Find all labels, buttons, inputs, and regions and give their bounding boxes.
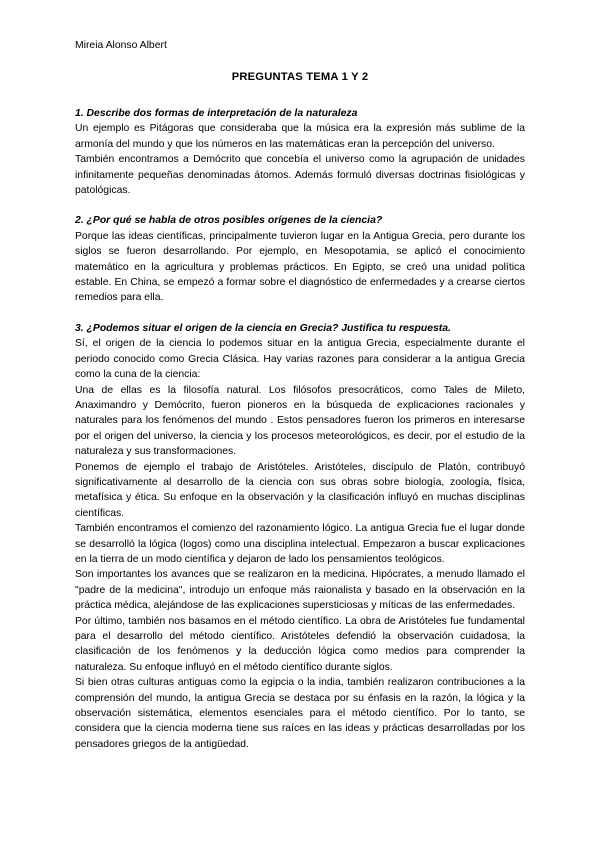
section-spacer [75, 306, 525, 321]
question-3-paragraph-4: También encontramos el comienzo del razonamiento lógico. La antigua Grecia fue el lugar donde se desarrolló la lógica (logos) como una disciplina intelectual. Empezaron a buscar explicaciones en la tierra de un modo científica y dejaron de lado los pensamientos teológicos. [75, 523, 525, 565]
question-3-paragraph-3: Ponemos de ejemplo el trabajo de Aristóteles. Aristóteles, discípulo de Platón, contribuyó significativamente al desarrollo de la ciencia con sus obras sobre biología, zoología, física, metafísica y ética. Su enfoque en la observación y la clasificación influyó en muchas disciplinas científicas. [75, 461, 525, 519]
question-3-paragraph-1: Sí, el origen de la ciencia lo podemos situar en la antigua Grecia, especialmente durante el periodo conocido como Grecia Clásica. Hay varias razones para considerar a la antigua Grecia como la cuna de la ciencia: [75, 338, 525, 381]
question-2-heading: 2. ¿Por qué se habla de otros posibles orígenes de la ciencia? [75, 215, 383, 227]
question-3-heading: 3. ¿Podemos situar el origen de la ciencia en Grecia? Justifica tu respuesta. [75, 322, 451, 334]
document-body [75, 106, 525, 752]
author-name: Mireia Alonso Albert [75, 40, 167, 51]
question-3-paragraph-6: Por último, también nos basamos en el método científico. La obra de Aristóteles fue fundamental para el desarrollo del método científico. Aristóteles defendió la observación cuidadosa, la clasificación de los fenómenos y la deducción lógica como medios para comprender la naturaleza. Su enfoque influyó en el método científico durante siglos. [75, 615, 525, 673]
question-1-paragraph-2: También encontramos a Demócrito que concebía el universo como la agrupación de unidades infinitamente pequeñas denominadas átomos. Además formuló diversas doctrinas fisiológicas y patológicas. [75, 154, 525, 197]
section-spacer [75, 198, 525, 213]
question-3-paragraph-2: Una de ellas es la filosofía natural. Los filósofos presocráticos, como Tales de Mileto, Anaximandro y Demócrito, fueron pioneros en la búsqueda de explicaciones racionales y naturales para los fenómenos del mundo . Estos pensadores fueron los primeros en interesarse por el origen del universo, la ciencia y los procesos meteorológicos, es decir, por el estudio de la naturaleza y sus transformaciones. [75, 384, 525, 458]
question-2-paragraph-1: Porque las ideas científicas, principalmente tuvieron lugar en la Antigua Grecia, pero durante los siglos se fueron desarrollando. Por ejemplo, en Mesopotamia, se aplicó el conocimiento matemático en la agricultura y problemas prácticos. En Egipto, se creó una unidad política estable. En China, se empezó a formar sobre el diagnóstico de enfermedades y a crearse ciertos remedios para ella. [75, 230, 525, 304]
question-3-paragraph-5: Son importantes los avances que se realizaron en la medicina. Hipócrates, a menudo llamado el "padre de la medicina", introdujo un enfoque más raionalista y basado en la observación en la práctica médica, alejándose de las explicaciones supersticiosas y míticas de las enfermedades. [75, 569, 525, 612]
question-3-paragraph-7: Si bien otras culturas antiguas como la egipcia o la india, también realizaron contribuciones a la comprensión del mundo, la antigua Grecia se destaca por su énfasis en la razón, la lógica y la observación sistemática, elementos esenciales para el método científico. Por lo tanto, se considera que la ciencia moderna tiene sus raíces en las ideas y prácticas desarrolladas por los pensadores griegos de la antigüedad. [75, 677, 525, 750]
question-1-paragraph-1: Un ejemplo es Pitágoras que consideraba que la música era la expresión más sublime de la armonía del mundo y que los números en las matemáticas eran la percepción del universo. [75, 123, 525, 150]
question-1-heading: 1. Describe dos formas de interpretación de la naturaleza [75, 108, 358, 119]
page-title: PREGUNTAS TEMA 1 Y 2 [231, 71, 369, 83]
